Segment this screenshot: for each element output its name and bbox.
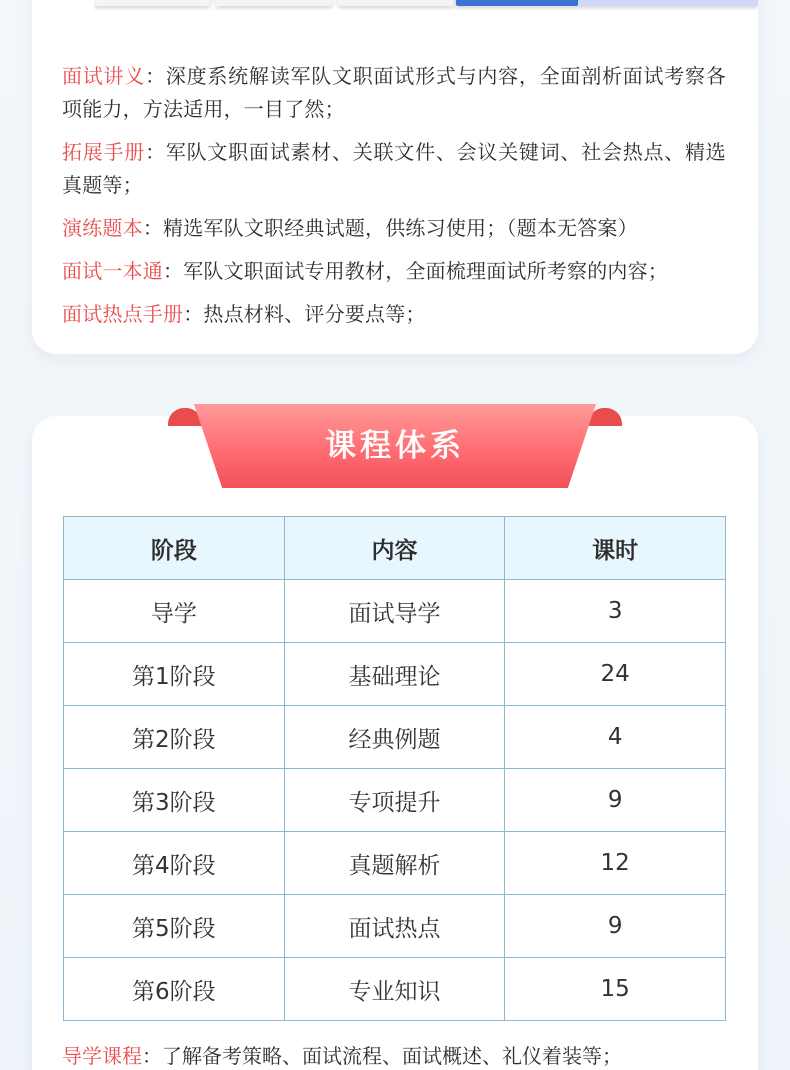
table-row <box>64 895 726 958</box>
description-key: 拓展手册 <box>62 140 146 164</box>
table-cell-hours: 4 <box>505 706 726 769</box>
intro-course-note <box>62 1040 726 1070</box>
description-colon: ： <box>142 216 164 240</box>
table-header-content: 内容 <box>284 517 505 580</box>
intro-course-key: 导学课程 <box>62 1044 142 1068</box>
description-item <box>62 60 726 126</box>
table-cell-stage: 第4阶段 <box>64 832 285 895</box>
materials-description-list <box>62 60 726 341</box>
table-cell-content: 真题解析 <box>284 832 505 895</box>
table-cell-content: 经典例题 <box>284 706 505 769</box>
description-item <box>62 255 726 288</box>
description-colon: ： <box>145 64 166 88</box>
table-cell-hours: 9 <box>505 769 726 832</box>
table-cell-hours: 9 <box>505 895 726 958</box>
description-text: 军队文职面试专用教材，全面梳理面试所考察的内容； <box>183 259 669 283</box>
table-row <box>64 706 726 769</box>
table-cell-content: 专业知识 <box>284 958 505 1021</box>
table-cell-stage: 第3阶段 <box>64 769 285 832</box>
book-cover-2 <box>216 0 332 6</box>
course-table-wrapper <box>63 516 726 1022</box>
table-cell-content: 专项提升 <box>284 769 505 832</box>
table-header-stage: 阶段 <box>64 517 285 580</box>
table-cell-hours: 3 <box>505 580 726 643</box>
description-colon: ： <box>145 140 166 164</box>
table-cell-hours: 15 <box>505 958 726 1021</box>
table-cell-stage: 第5阶段 <box>64 895 285 958</box>
book-cover-5 <box>578 0 758 6</box>
description-key: 面试一本通 <box>62 259 163 283</box>
description-key: 面试讲义 <box>62 64 146 88</box>
table-cell-stage: 第2阶段 <box>64 706 285 769</box>
description-text: 深度系统解读军队文职面试形式与内容，全面剖析面试考察各项能力，方法适用，一目了然； <box>62 64 727 121</box>
description-item <box>62 298 726 331</box>
table-row <box>64 643 726 706</box>
description-text: 精选军队文职经典试题，供练习使用；（题本无答案） <box>163 216 638 240</box>
table-row <box>64 832 726 895</box>
table-cell-content: 面试导学 <box>284 580 505 643</box>
course-table <box>63 516 726 1021</box>
book-cover-4 <box>456 0 578 6</box>
table-cell-stage: 导学 <box>64 580 285 643</box>
table-row <box>64 769 726 832</box>
table-header-row <box>64 517 726 580</box>
book-cover-3 <box>338 0 454 6</box>
description-key: 面试热点手册 <box>62 302 184 326</box>
table-row <box>64 958 726 1021</box>
table-cell-hours: 24 <box>505 643 726 706</box>
table-cell-content: 基础理论 <box>284 643 505 706</box>
description-item <box>62 136 726 202</box>
description-text: 热点材料、评分要点等； <box>203 302 426 326</box>
table-cell-stage: 第1阶段 <box>64 643 285 706</box>
description-item <box>62 212 726 245</box>
intro-course-colon: ： <box>142 1044 162 1068</box>
book-strip <box>94 0 758 10</box>
section-header-tab <box>160 404 630 498</box>
section-title: 课程体系 <box>325 428 465 464</box>
intro-course-text: 了解备考策略、面试流程、面试概述、礼仪着装等； <box>162 1044 622 1068</box>
description-key: 演练题本 <box>62 216 143 240</box>
table-cell-stage: 第6阶段 <box>64 958 285 1021</box>
table-header-hours: 课时 <box>505 517 726 580</box>
description-colon: ： <box>163 259 184 283</box>
table-cell-content: 面试热点 <box>284 895 505 958</box>
description-colon: ： <box>183 302 204 326</box>
table-row <box>64 580 726 643</box>
book-cover-1 <box>94 0 210 6</box>
table-cell-hours: 12 <box>505 832 726 895</box>
description-text: 军队文职面试素材、关联文件、会议关键词、社会热点、精选真题等； <box>62 140 727 197</box>
